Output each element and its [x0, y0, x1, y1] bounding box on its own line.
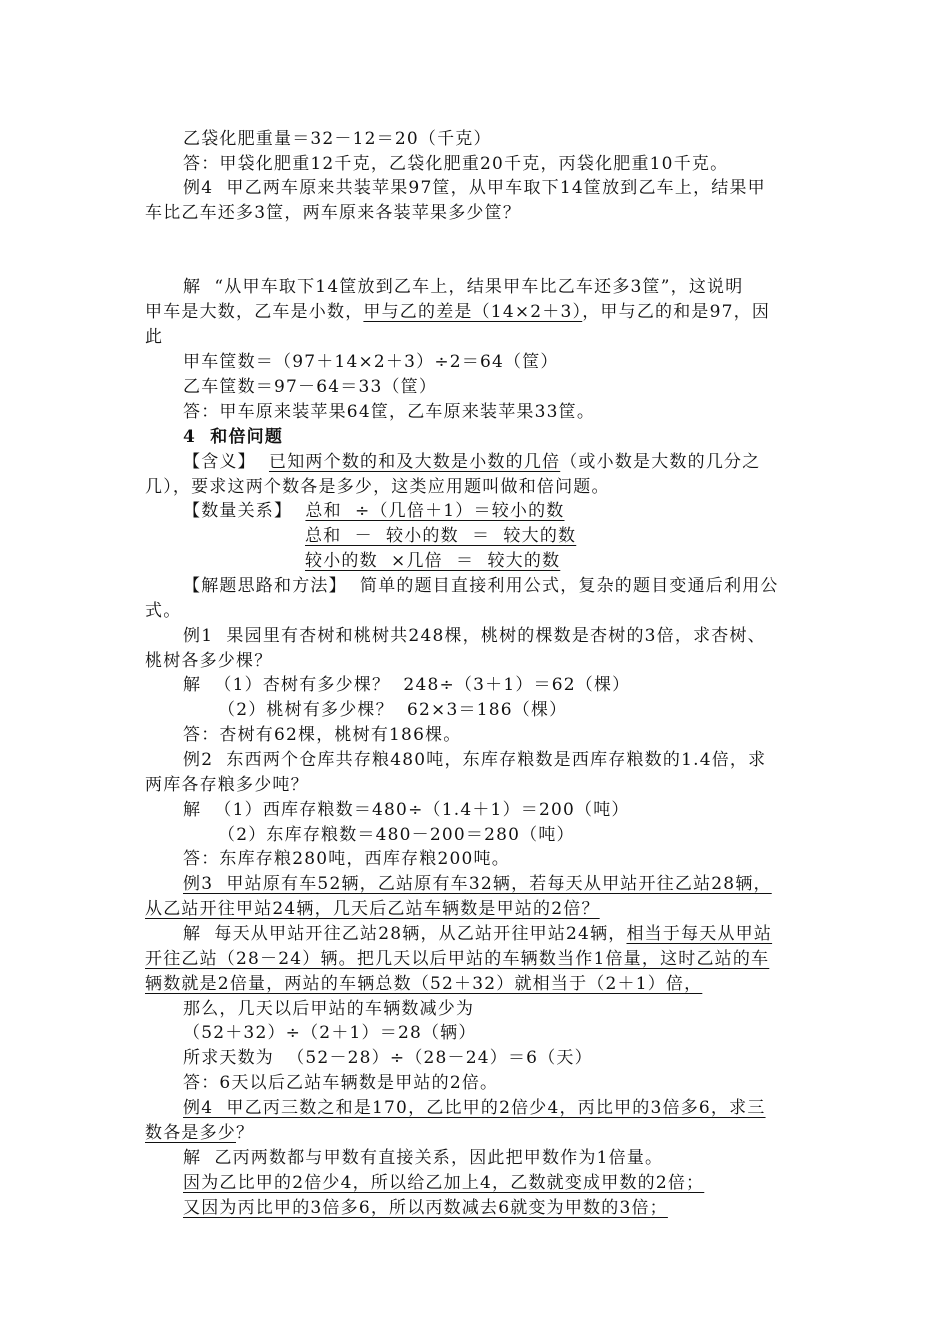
- text-run: 解 每天从甲站开往乙站28辆，从乙站开往甲站24辆，: [183, 924, 627, 944]
- text-line: 【解题思路和方法】 简单的题目直接利用公式，复杂的题目变通后利用公: [183, 576, 779, 596]
- text-line: 例4 甲乙两车原来共装苹果97筐，从甲车取下14筐放到乙车上，结果甲: [183, 178, 766, 198]
- text-line: 答：杏树有62棵，桃树有186棵。: [183, 725, 462, 745]
- underlined-text: 例3 甲站原有车52辆，乙站原有车32辆，若每天从甲站开往乙站28辆，: [183, 874, 772, 894]
- text-line: 乙车筐数＝97－64＝33（筐）: [183, 377, 438, 397]
- text-line: [183, 1096, 766, 1120]
- formula-line: [305, 549, 560, 573]
- text-run: 【数量关系】: [183, 501, 306, 521]
- section-heading: 4 和倍问题: [183, 427, 284, 447]
- text-line: 几），要求这两个数各是多少，这类应用题叫做和倍问题。: [145, 477, 610, 497]
- text-line: [183, 1171, 704, 1195]
- text-line: [183, 499, 565, 523]
- text-line: 车比乙车还多3筐，两车原来各装苹果多少筐？: [145, 203, 522, 223]
- text-line: 甲车筐数＝（97＋14×2＋3）÷2＝64（筐）: [183, 352, 559, 372]
- text-line: [183, 872, 772, 896]
- underlined-text: 例4 甲乙丙三数之和是170，乙比甲的2倍少4，丙比甲的3倍多6，求三: [183, 1098, 766, 1118]
- underlined-text: 辆数就是2倍量，两站的车辆总数（52＋32）就相当于（2＋1）倍，: [145, 974, 703, 994]
- text-line: 解 （1）杏树有多少棵？ 248÷（3＋1）＝62（棵）: [183, 675, 631, 695]
- underlined-text: 已知两个数的和及大数是小数的几倍: [269, 452, 561, 472]
- text-run: 甲车是大数，乙车是小数，: [145, 302, 364, 322]
- text-run: ？: [236, 1123, 255, 1143]
- formula-line: [305, 524, 576, 548]
- text-line: 答：6天以后乙站车辆数是甲站的2倍。: [183, 1073, 499, 1093]
- text-line: （2）东库存粮数＝480－200＝280（吨）: [218, 825, 575, 845]
- text-line: 答：甲袋化肥重12千克，乙袋化肥重20千克，丙袋化肥重10千克。: [183, 154, 729, 174]
- text-run: （或小数是大数的几分之: [560, 452, 761, 472]
- text-line: 桃树各多少棵？: [145, 651, 273, 671]
- text-line: 答：东库存粮280吨，西库存粮200吨。: [183, 849, 510, 869]
- text-line: 解 （1）西库存粮数＝480÷（1.4＋1）＝200（吨）: [183, 800, 630, 820]
- underlined-text: 从乙站开往甲站24辆，几天后乙站车辆数是甲站的2倍？: [145, 899, 600, 919]
- text-line: 两库各存粮多少吨？: [145, 775, 309, 795]
- underlined-text: 甲与乙的差是（14×2＋3）: [363, 302, 583, 322]
- text-run: ，甲与乙的和是97，因: [582, 302, 771, 322]
- text-line: 例1 果园里有杏树和桃树共248棵，桃树的棵数是杏树的3倍，求杏树、: [183, 626, 766, 646]
- underlined-text: 又因为丙比甲的3倍多6，所以丙数减去6就变为甲数的3倍；: [183, 1198, 668, 1218]
- text-line: （2）桃树有多少棵？ 62×3＝186（棵）: [218, 700, 568, 720]
- text-line: 答：甲车原来装苹果64筐，乙车原来装苹果33筐。: [183, 402, 596, 422]
- underlined-text: 开往乙站（28－24）辆。把几天以后甲站的车辆数当作1倍量，这时乙站的车: [145, 949, 770, 969]
- underlined-text: 因为乙比甲的2倍少4，所以给乙加上4，乙数就变成甲数的2倍；: [183, 1173, 705, 1193]
- underlined-text: 较小的数 ×几倍 ＝ 较大的数: [305, 551, 561, 571]
- text-line: [145, 947, 769, 971]
- text-line: 例2 东西两个仓库共存粮480吨，东库存粮数是西库存粮数的1.4倍，求: [183, 750, 767, 770]
- text-line: 乙袋化肥重量＝32－12＝20（千克）: [183, 129, 492, 149]
- underlined-text: 总和 － 较小的数 ＝ 较大的数: [305, 526, 577, 546]
- text-run: 【含义】: [183, 452, 270, 472]
- text-line: [183, 1196, 668, 1220]
- underlined-text: 数各是多少: [145, 1123, 236, 1143]
- text-line: [145, 1121, 254, 1145]
- text-line: 解 乙丙两数都与甲数有直接关系，因此把甲数作为1倍量。: [183, 1148, 664, 1168]
- text-line: [183, 922, 772, 946]
- text-line: 所求天数为 （52－28）÷（28－24）＝6（天）: [183, 1048, 593, 1068]
- text-line: 此: [145, 327, 164, 347]
- text-line: 那么，几天以后甲站的车辆数减少为: [183, 999, 475, 1019]
- text-line: [183, 450, 760, 474]
- text-line: [145, 897, 600, 921]
- text-line: [145, 300, 770, 324]
- text-line: 式。: [145, 601, 182, 621]
- formula-line: 总和 ÷（几倍＋1）＝较小的数: [305, 501, 565, 521]
- text-line: [145, 972, 702, 996]
- underlined-text: 相当于每天从甲站: [626, 924, 773, 944]
- text-line: （52＋32）÷（2＋1）＝28（辆）: [183, 1023, 477, 1043]
- text-line: 解 “从甲车取下14筐放到乙车上，结果甲车比乙车还多3筐”，这说明: [183, 277, 744, 297]
